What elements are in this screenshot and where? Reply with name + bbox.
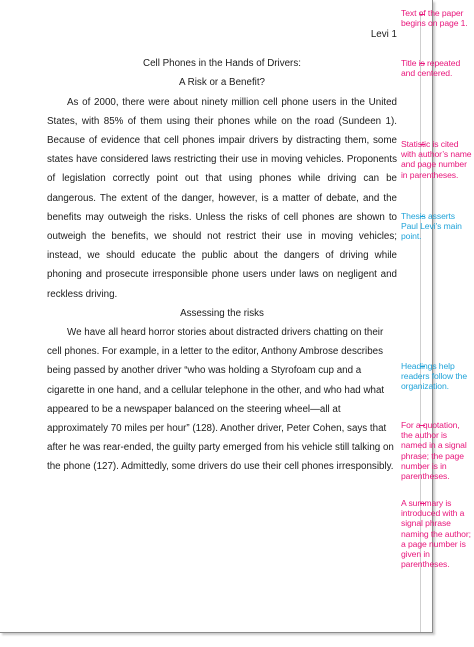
title-line-2: A Risk or a Benefit? [178,77,266,89]
annotation-title: Title is repeated and centered. [401,58,461,79]
paper-body [47,25,397,477]
annotation-page-one: Text of the paper begins on page 1. [401,8,468,29]
title-line-1: Cell Phones in the Hands of Drivers: [143,58,301,70]
paragraph-assessing-risks: We have all heard horror stories about distracted drivers chatting on their cell phones. For example, in a letter to the editor, Anthony Ambrose describes being passed by another driver “who was holding a Styrofoam cup and a cigarette in one hand, and a cellular telephone in the other, and who had what appeared to be a newspaper balanced on the steering wheel—all at approximately 70 miles per hour” (128). Another driver, Peter Cohen, says that after he was rear-ended, the guilty party emerged from his vehicle still talking on the phone (127). Admittedly, some drivers do use their cell phones irresponsibly. [47,327,394,473]
annotation-headings: Headings help readers follow the organization. [401,361,468,392]
paragraph-introduction: As of 2000, there were about ninety million cell phone users in the United States, with 85% of them using their phones while on the road (Sundeen 1). Because of evidence that cell phones impair drivers by distracting them, some states have considered laws restricting their use in moving vehicles. Proponents of legislation correctly point out that using phones while driving can be dangerous. The extent of the danger, however, is a matter of debate, and the benefits may outweigh the risks. Unless the risks of cell phones are shown to outweigh the benefits, we should not restrict their use in moving vehicles; instead, we should educate the public about the dangers of driving while phoning and prosecute irresponsible phone users under laws on negligent and reckless driving. [47,96,397,300]
annotation-statistic: Statistic is cited with author’s name and page number in parentheses. [401,139,472,180]
section-heading: Assessing the risks [180,307,264,319]
annotation-summary: A summary is introduced with a signal phrase naming the author; a page number is given in parentheses. [401,498,471,570]
annotation-thesis: Thesis asserts Paul Levi’s main point. [401,211,462,242]
annotation-quotation: For a quotation, the author is named in a signal phrase; the page number is in parentheses. [401,420,467,482]
running-head: Levi 1 [370,29,397,40]
